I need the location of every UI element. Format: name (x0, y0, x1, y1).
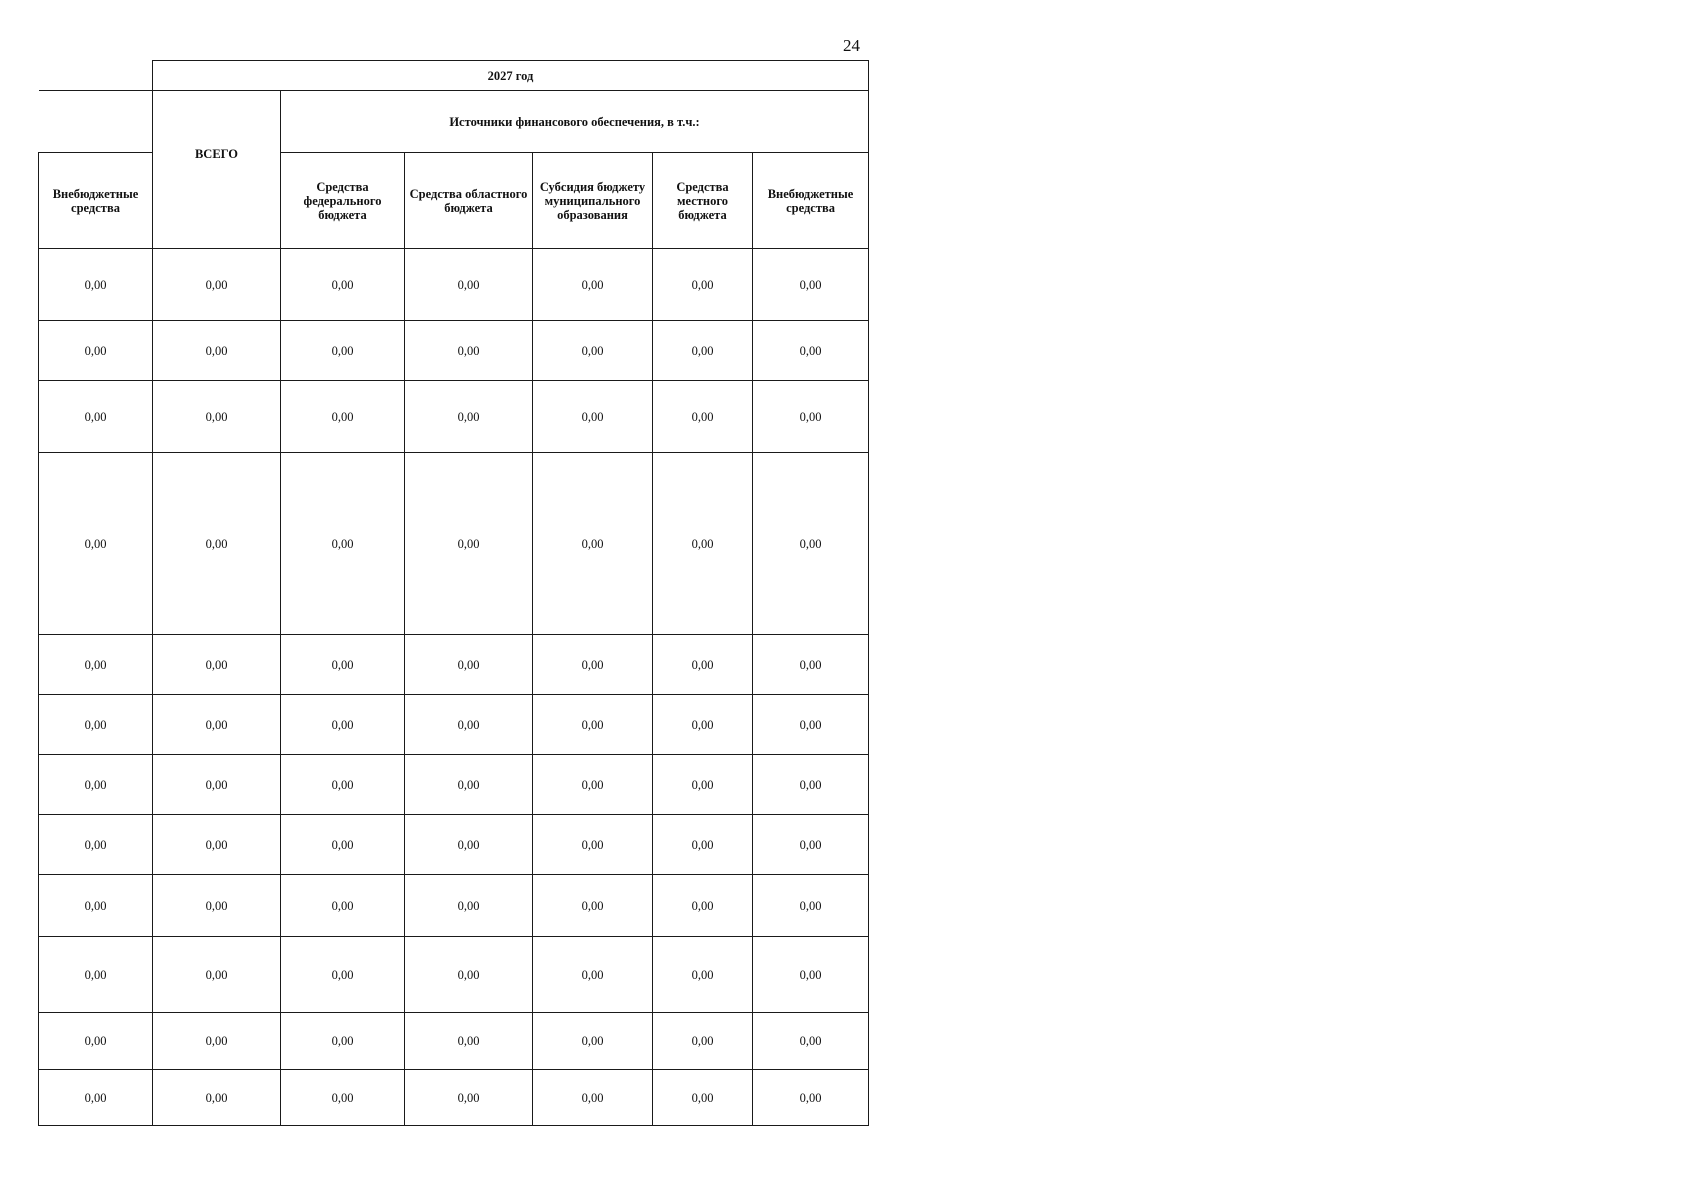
table-cell: 0,00 (753, 381, 869, 453)
table-cell: 0,00 (653, 453, 753, 635)
table-cell: 0,00 (281, 381, 405, 453)
table-cell: 0,00 (39, 695, 153, 755)
table-cell: 0,00 (533, 695, 653, 755)
table-cell: 0,00 (653, 695, 753, 755)
table-cell: 0,00 (653, 815, 753, 875)
table-cell: 0,00 (653, 937, 753, 1013)
column-header-local: Средства местного бюджета (653, 153, 753, 249)
table-cell: 0,00 (39, 381, 153, 453)
blank-header-cell (39, 91, 153, 153)
table-row (39, 937, 869, 1013)
header-row-year (39, 61, 869, 91)
table-cell: 0,00 (405, 755, 533, 815)
table-cell: 0,00 (153, 815, 281, 875)
table-cell: 0,00 (753, 635, 869, 695)
table-cell: 0,00 (653, 1070, 753, 1126)
table-cell: 0,00 (153, 1013, 281, 1070)
table-cell: 0,00 (533, 249, 653, 321)
table-cell: 0,00 (281, 755, 405, 815)
table-row (39, 321, 869, 381)
table-cell: 0,00 (405, 695, 533, 755)
table-cell: 0,00 (405, 635, 533, 695)
table-cell: 0,00 (405, 321, 533, 381)
table-cell: 0,00 (153, 1070, 281, 1126)
total-header-label: ВСЕГО (194, 146, 239, 161)
table-row (39, 875, 869, 937)
table-cell: 0,00 (653, 635, 753, 695)
table-cell: 0,00 (533, 635, 653, 695)
column-header-federal: Средства федерального бюджета (281, 153, 405, 249)
table-cell: 0,00 (39, 453, 153, 635)
table-cell: 0,00 (281, 453, 405, 635)
table-cell: 0,00 (753, 249, 869, 321)
table-cell: 0,00 (533, 1013, 653, 1070)
table-cell: 0,00 (753, 815, 869, 875)
table-cell: 0,00 (753, 937, 869, 1013)
table-cell: 0,00 (39, 1013, 153, 1070)
table-cell: 0,00 (39, 1070, 153, 1126)
table-cell: 0,00 (39, 321, 153, 381)
table-cell: 0,00 (753, 1070, 869, 1126)
table-cell: 0,00 (281, 321, 405, 381)
table-cell: 0,00 (533, 1070, 653, 1126)
table-cell: 0,00 (753, 695, 869, 755)
table-cell: 0,00 (533, 321, 653, 381)
table-cell: 0,00 (39, 937, 153, 1013)
table-row (39, 249, 869, 321)
table-cell: 0,00 (153, 249, 281, 321)
table-cell: 0,00 (653, 875, 753, 937)
table-cell: 0,00 (39, 755, 153, 815)
table-cell: 0,00 (153, 321, 281, 381)
table-cell: 0,00 (405, 381, 533, 453)
header-row-sources (39, 91, 869, 153)
table-cell: 0,00 (753, 321, 869, 381)
table-cell: 0,00 (281, 635, 405, 695)
table-cell: 0,00 (153, 875, 281, 937)
table-row (39, 1070, 869, 1126)
table-cell: 0,00 (281, 1070, 405, 1126)
table-cell: 0,00 (153, 695, 281, 755)
table-row (39, 1013, 869, 1070)
table-cell: 0,00 (281, 815, 405, 875)
table-cell: 0,00 (39, 875, 153, 937)
table-cell: 0,00 (533, 453, 653, 635)
table-cell: 0,00 (281, 695, 405, 755)
table-cell: 0,00 (281, 249, 405, 321)
table-cell: 0,00 (153, 381, 281, 453)
table-cell: 0,00 (753, 453, 869, 635)
table-cell: 0,00 (281, 1013, 405, 1070)
table-row (39, 453, 869, 635)
table-cell: 0,00 (653, 249, 753, 321)
table-cell: 0,00 (653, 755, 753, 815)
sources-header: Источники финансового обеспечения, в т.ч.: (281, 91, 869, 153)
financing-table (38, 60, 869, 1126)
table-cell: 0,00 (405, 1013, 533, 1070)
column-header-regional: Средства областного бюджета (405, 153, 533, 249)
table-cell: 0,00 (39, 249, 153, 321)
total-header (153, 91, 281, 249)
table-cell: 0,00 (281, 937, 405, 1013)
table-cell: 0,00 (753, 875, 869, 937)
table-cell: 0,00 (533, 937, 653, 1013)
table-cell: 0,00 (753, 755, 869, 815)
table-cell: 0,00 (405, 815, 533, 875)
table-row (39, 635, 869, 695)
table-cell: 0,00 (405, 937, 533, 1013)
table-cell: 0,00 (153, 755, 281, 815)
column-header-municipal-subsidy: Субсидия бюджету муниципального образования (533, 153, 653, 249)
table-cell: 0,00 (153, 453, 281, 635)
table-cell: 0,00 (653, 321, 753, 381)
table-cell: 0,00 (153, 937, 281, 1013)
column-header-extrabudgetary-sources: Внебюджетные средства (753, 153, 869, 249)
table-cell: 0,00 (39, 635, 153, 695)
column-header-extrabudgetary: Внебюджетные средства (39, 153, 153, 249)
table-cell: 0,00 (533, 755, 653, 815)
table-cell: 0,00 (653, 1013, 753, 1070)
table-cell: 0,00 (405, 875, 533, 937)
year-header: 2027 год (153, 61, 869, 91)
table-cell: 0,00 (753, 1013, 869, 1070)
table-row (39, 755, 869, 815)
table-cell: 0,00 (653, 381, 753, 453)
table-cell: 0,00 (405, 249, 533, 321)
table-cell: 0,00 (153, 635, 281, 695)
table-row (39, 695, 869, 755)
page-number: 24 (843, 36, 860, 55)
table-row (39, 381, 869, 453)
table-cell: 0,00 (39, 815, 153, 875)
table-row (39, 815, 869, 875)
table-cell: 0,00 (533, 875, 653, 937)
table-cell: 0,00 (405, 1070, 533, 1126)
table-cell: 0,00 (281, 875, 405, 937)
table-cell: 0,00 (533, 381, 653, 453)
blank-header-cell (39, 61, 153, 91)
table-cell: 0,00 (533, 815, 653, 875)
table-cell: 0,00 (405, 453, 533, 635)
